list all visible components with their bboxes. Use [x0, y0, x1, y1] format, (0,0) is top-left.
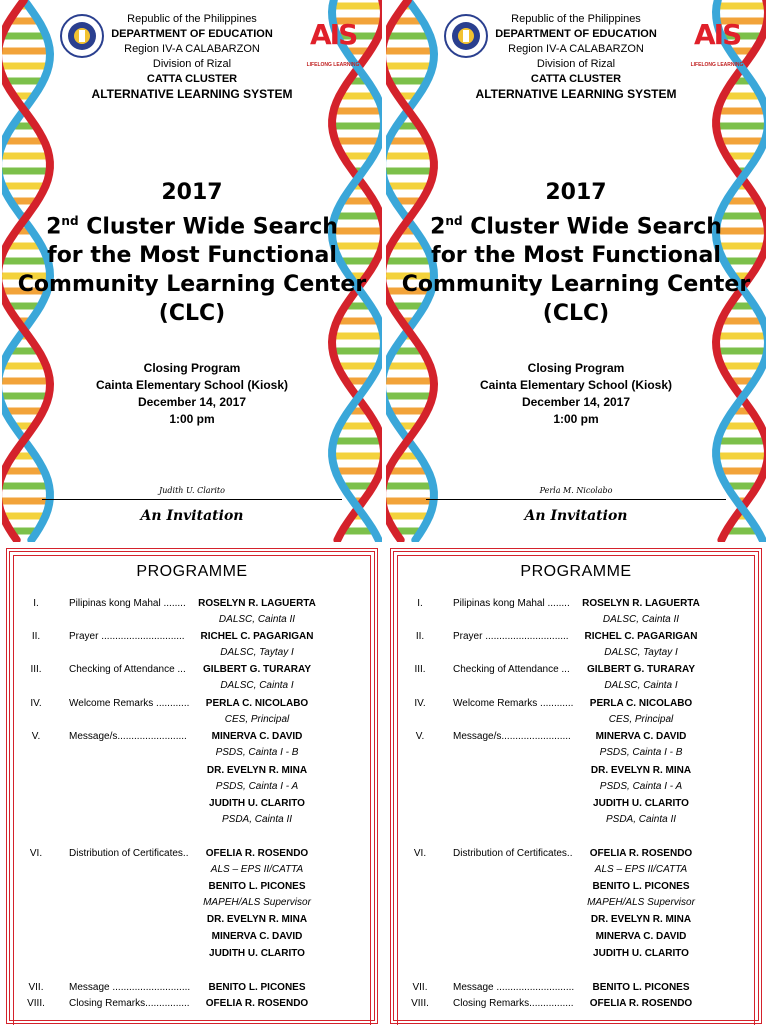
programme-item-label: Distribution of Certificates.. [453, 848, 573, 859]
programme-item-role: DALSC, Cainta I [604, 680, 678, 691]
programme-item-role: ALS – EPS II/CATTA [210, 864, 304, 875]
letterhead-region: Region IV-A CALABARZON [508, 43, 644, 55]
signature-line [426, 499, 726, 500]
letterhead-republic: Republic of the Philippines [511, 13, 641, 25]
programme-item [394, 946, 758, 962]
programme-item-label: Message/s......................... [69, 731, 187, 742]
event-details [386, 360, 766, 428]
programme-item-number: IV. [414, 698, 426, 709]
programme-item-person: ROSELYN R. LAGUERTA [198, 598, 316, 609]
programme-item-label: Prayer .............................. [69, 631, 185, 642]
programme-item [10, 796, 374, 812]
programme-item-role: MAPEH/ALS Supervisor [587, 897, 695, 908]
event-venue: Cainta Elementary School (Kiosk) [479, 378, 673, 392]
programme-item-label: Pilipinas kong Mahal ........ [69, 598, 186, 609]
programme-item-person: MINERVA C. DAVID [595, 731, 687, 742]
event-date: December 14, 2017 [137, 395, 247, 409]
programme-item-number: II. [31, 631, 41, 642]
title-line3: for the Most Functional [47, 243, 337, 269]
programme-item-role-row [394, 612, 758, 628]
programme-item-person: JUDITH U. CLARITO [209, 948, 305, 959]
programme-item-person: OFELIA R. ROSENDO [589, 848, 693, 859]
programme-item-label: Checking of Attendance ... [453, 664, 570, 675]
programme-item [10, 996, 374, 1012]
programme-item-number: VII. [412, 982, 428, 993]
letterhead-system: ALTERNATIVE LEARNING SYSTEM [91, 87, 293, 101]
programme-item-person: JUDITH U. CLARITO [209, 798, 305, 809]
programme-item [10, 879, 374, 895]
programme-title: PROGRAMME [520, 563, 632, 580]
programme-item-role: CES, Principal [224, 714, 290, 725]
letterhead-cluster: CATTA CLUSTER [530, 73, 622, 85]
programme-item-role: PSDS, Cainta I - A [215, 781, 299, 792]
programme-item-role: CES, Principal [608, 714, 674, 725]
programme-item-number: III. [414, 664, 426, 675]
programme-item-role-row [394, 712, 758, 728]
programme-item-label: Closing Remarks................ [69, 998, 190, 1009]
programme-item-person: MINERVA C. DAVID [211, 731, 303, 742]
programme-item-number: IV. [30, 698, 42, 709]
programme-item-number: II. [415, 631, 425, 642]
programme-item [10, 629, 374, 645]
programme-item [394, 912, 758, 928]
programme-item-label: Pilipinas kong Mahal ........ [453, 598, 570, 609]
programme-item-label: Message ............................ [69, 982, 191, 993]
signature-line [42, 499, 342, 500]
invitation-card-left [2, 0, 382, 542]
programme-item-number: I. [33, 598, 39, 609]
event-name: Closing Program [527, 361, 625, 375]
programme-item-role: DALSC, Taytay I [220, 647, 294, 658]
letterhead-region: Region IV-A CALABARZON [124, 43, 260, 55]
letterhead-department: DEPARTMENT OF EDUCATION [111, 28, 273, 40]
letterhead [2, 12, 382, 102]
title-line5: (CLC) [158, 301, 226, 327]
programme-item-role: DALSC, Cainta I [220, 680, 294, 691]
event-details [2, 360, 382, 428]
event-title [2, 178, 382, 328]
programme-item-person: DR. EVELYN R. MINA [590, 914, 692, 925]
programme-item-role-row [394, 779, 758, 795]
programme-item-person: BENITO L. PICONES [592, 982, 690, 993]
programme-item-person: BENITO L. PICONES [208, 881, 306, 892]
programme-item-role-row [394, 862, 758, 878]
title-line4: Community Learning Center [401, 272, 751, 298]
programme-title: PROGRAMME [136, 563, 248, 580]
programme-item-number: I. [417, 598, 423, 609]
event-title [386, 178, 766, 328]
title-year: 2017 [545, 180, 607, 205]
programme-item-role: MAPEH/ALS Supervisor [203, 897, 311, 908]
programme-item [394, 980, 758, 996]
programme-item-role: ALS – EPS II/CATTA [594, 864, 688, 875]
programme-item-role-row [394, 678, 758, 694]
programme-item-role-row [10, 745, 374, 761]
event-time: 1:00 pm [169, 412, 215, 426]
programme-item-person: BENITO L. PICONES [208, 982, 306, 993]
letterhead [386, 12, 766, 102]
title-line2: 2nd Cluster Wide Search [430, 214, 722, 240]
programme-item-person: DR. EVELYN R. MINA [590, 765, 692, 776]
signature: Judith U. Clarito [159, 486, 225, 495]
programme-item [394, 662, 758, 678]
programme-item [394, 729, 758, 745]
programme-item-label: Message ............................ [453, 982, 575, 993]
programme-item-label: Closing Remarks................ [453, 998, 574, 1009]
programme-item [394, 596, 758, 612]
programme-item-person: MINERVA C. DAVID [595, 931, 687, 942]
programme-item-person: DR. EVELYN R. MINA [206, 914, 308, 925]
programme-item-person: RICHEL C. PAGARIGAN [584, 631, 698, 642]
programme-item [394, 846, 758, 862]
programme-item-role: PSDS, Cainta I - B [215, 747, 299, 758]
programme-item [394, 696, 758, 712]
programme-item-role-row [10, 645, 374, 661]
programme-item-number: V. [415, 731, 425, 742]
als-logo-text: AIS [694, 18, 741, 51]
programme-item-role: PSDA, Cainta II [605, 814, 677, 825]
programme-item [394, 763, 758, 779]
programme-item-number: VIII. [411, 998, 429, 1009]
programme-item-label: Prayer .............................. [453, 631, 569, 642]
programme-item-number: VII. [28, 982, 44, 993]
programme-item [394, 629, 758, 645]
programme-item [10, 696, 374, 712]
programme-item-role: PSDS, Cainta I - A [599, 781, 683, 792]
letterhead-republic: Republic of the Philippines [127, 13, 257, 25]
programme-item-person: RICHEL C. PAGARIGAN [200, 631, 314, 642]
programme-item-role: DALSC, Cainta II [602, 614, 680, 625]
programme-item-role: DALSC, Cainta II [218, 614, 296, 625]
programme-item-label: Distribution of Certificates.. [69, 848, 189, 859]
programme-item [394, 796, 758, 812]
programme-item-person: PERLA C. NICOLABO [205, 698, 309, 709]
programme-item-person: OFELIA R. ROSENDO [205, 848, 309, 859]
programme-item [394, 996, 758, 1012]
programme-item-person: GILBERT G. TURARAY [587, 664, 695, 675]
programme-item [10, 729, 374, 745]
programme-item [10, 912, 374, 928]
letterhead-cluster: CATTA CLUSTER [146, 73, 238, 85]
programme-item-person: JUDITH U. CLARITO [593, 798, 689, 809]
event-date: December 14, 2017 [521, 395, 631, 409]
programme-item [10, 846, 374, 862]
programme-item [10, 980, 374, 996]
programme-item-role-row [10, 712, 374, 728]
programme-item-role-row [10, 895, 374, 911]
programme-item-role-row [10, 612, 374, 628]
programme-item-label: Welcome Remarks ............ [69, 698, 190, 709]
title-line4: Community Learning Center [17, 272, 367, 298]
programme-item [10, 946, 374, 962]
als-logo-tagline: LIFELONG LEARNING [690, 62, 744, 68]
programme-item-role-row [394, 645, 758, 661]
programme-card-right [390, 548, 762, 1024]
programme-item [10, 763, 374, 779]
programme-item-role: DALSC, Taytay I [604, 647, 678, 658]
programme-item-number: VI. [413, 848, 427, 859]
programme-item-role: PSDA, Cainta II [221, 814, 293, 825]
title-line3: for the Most Functional [431, 243, 721, 269]
title-line2: 2nd Cluster Wide Search [46, 214, 338, 240]
programme-item-person: DR. EVELYN R. MINA [206, 765, 308, 776]
programme-card-left [6, 548, 378, 1024]
programme-item-person: PERLA C. NICOLABO [589, 698, 693, 709]
programme-item [10, 596, 374, 612]
letterhead-division: Division of Rizal [536, 58, 616, 70]
title-line5: (CLC) [542, 301, 610, 327]
programme-item-role-row [10, 862, 374, 878]
programme-item-number: VIII. [27, 998, 45, 1009]
programme-item-role-row [10, 779, 374, 795]
programme-item-person: ROSELYN R. LAGUERTA [582, 598, 700, 609]
programme-item-role: PSDS, Cainta I - B [599, 747, 683, 758]
programme-item-person: OFELIA R. ROSENDO [205, 998, 309, 1009]
programme-item [10, 662, 374, 678]
signature: Perla M. Nicolabo [539, 486, 613, 495]
programme-item-number: V. [31, 731, 41, 742]
als-logo-text: AIS [310, 18, 357, 51]
programme-item-number: VI. [29, 848, 43, 859]
programme-item-person: JUDITH U. CLARITO [593, 948, 689, 959]
programme-item [394, 929, 758, 945]
programme-item-role-row [10, 812, 374, 828]
invitation-caption: An Invitation [524, 508, 628, 524]
event-name: Closing Program [143, 361, 241, 375]
invitation-caption: An Invitation [140, 508, 244, 524]
programme-item-role-row [10, 678, 374, 694]
title-year: 2017 [161, 180, 223, 205]
programme-item [394, 879, 758, 895]
letterhead-department: DEPARTMENT OF EDUCATION [495, 28, 657, 40]
programme-item-role-row [394, 895, 758, 911]
programme-item-person: OFELIA R. ROSENDO [589, 998, 693, 1009]
letterhead-system: ALTERNATIVE LEARNING SYSTEM [475, 87, 677, 101]
programme-item-role-row [394, 812, 758, 828]
programme-item [10, 929, 374, 945]
programme-item-person: MINERVA C. DAVID [211, 931, 303, 942]
programme-item-person: BENITO L. PICONES [592, 881, 690, 892]
event-time: 1:00 pm [553, 412, 599, 426]
programme-item-label: Message/s......................... [453, 731, 571, 742]
letterhead-division: Division of Rizal [152, 58, 232, 70]
invitation-card-right [386, 0, 766, 542]
als-logo-tagline: LIFELONG LEARNING [306, 62, 360, 68]
programme-item-label: Welcome Remarks ............ [453, 698, 574, 709]
programme-item-role-row [394, 745, 758, 761]
event-venue: Cainta Elementary School (Kiosk) [95, 378, 289, 392]
programme-item-number: III. [30, 664, 42, 675]
programme-item-label: Checking of Attendance ... [69, 664, 186, 675]
programme-item-person: GILBERT G. TURARAY [203, 664, 311, 675]
